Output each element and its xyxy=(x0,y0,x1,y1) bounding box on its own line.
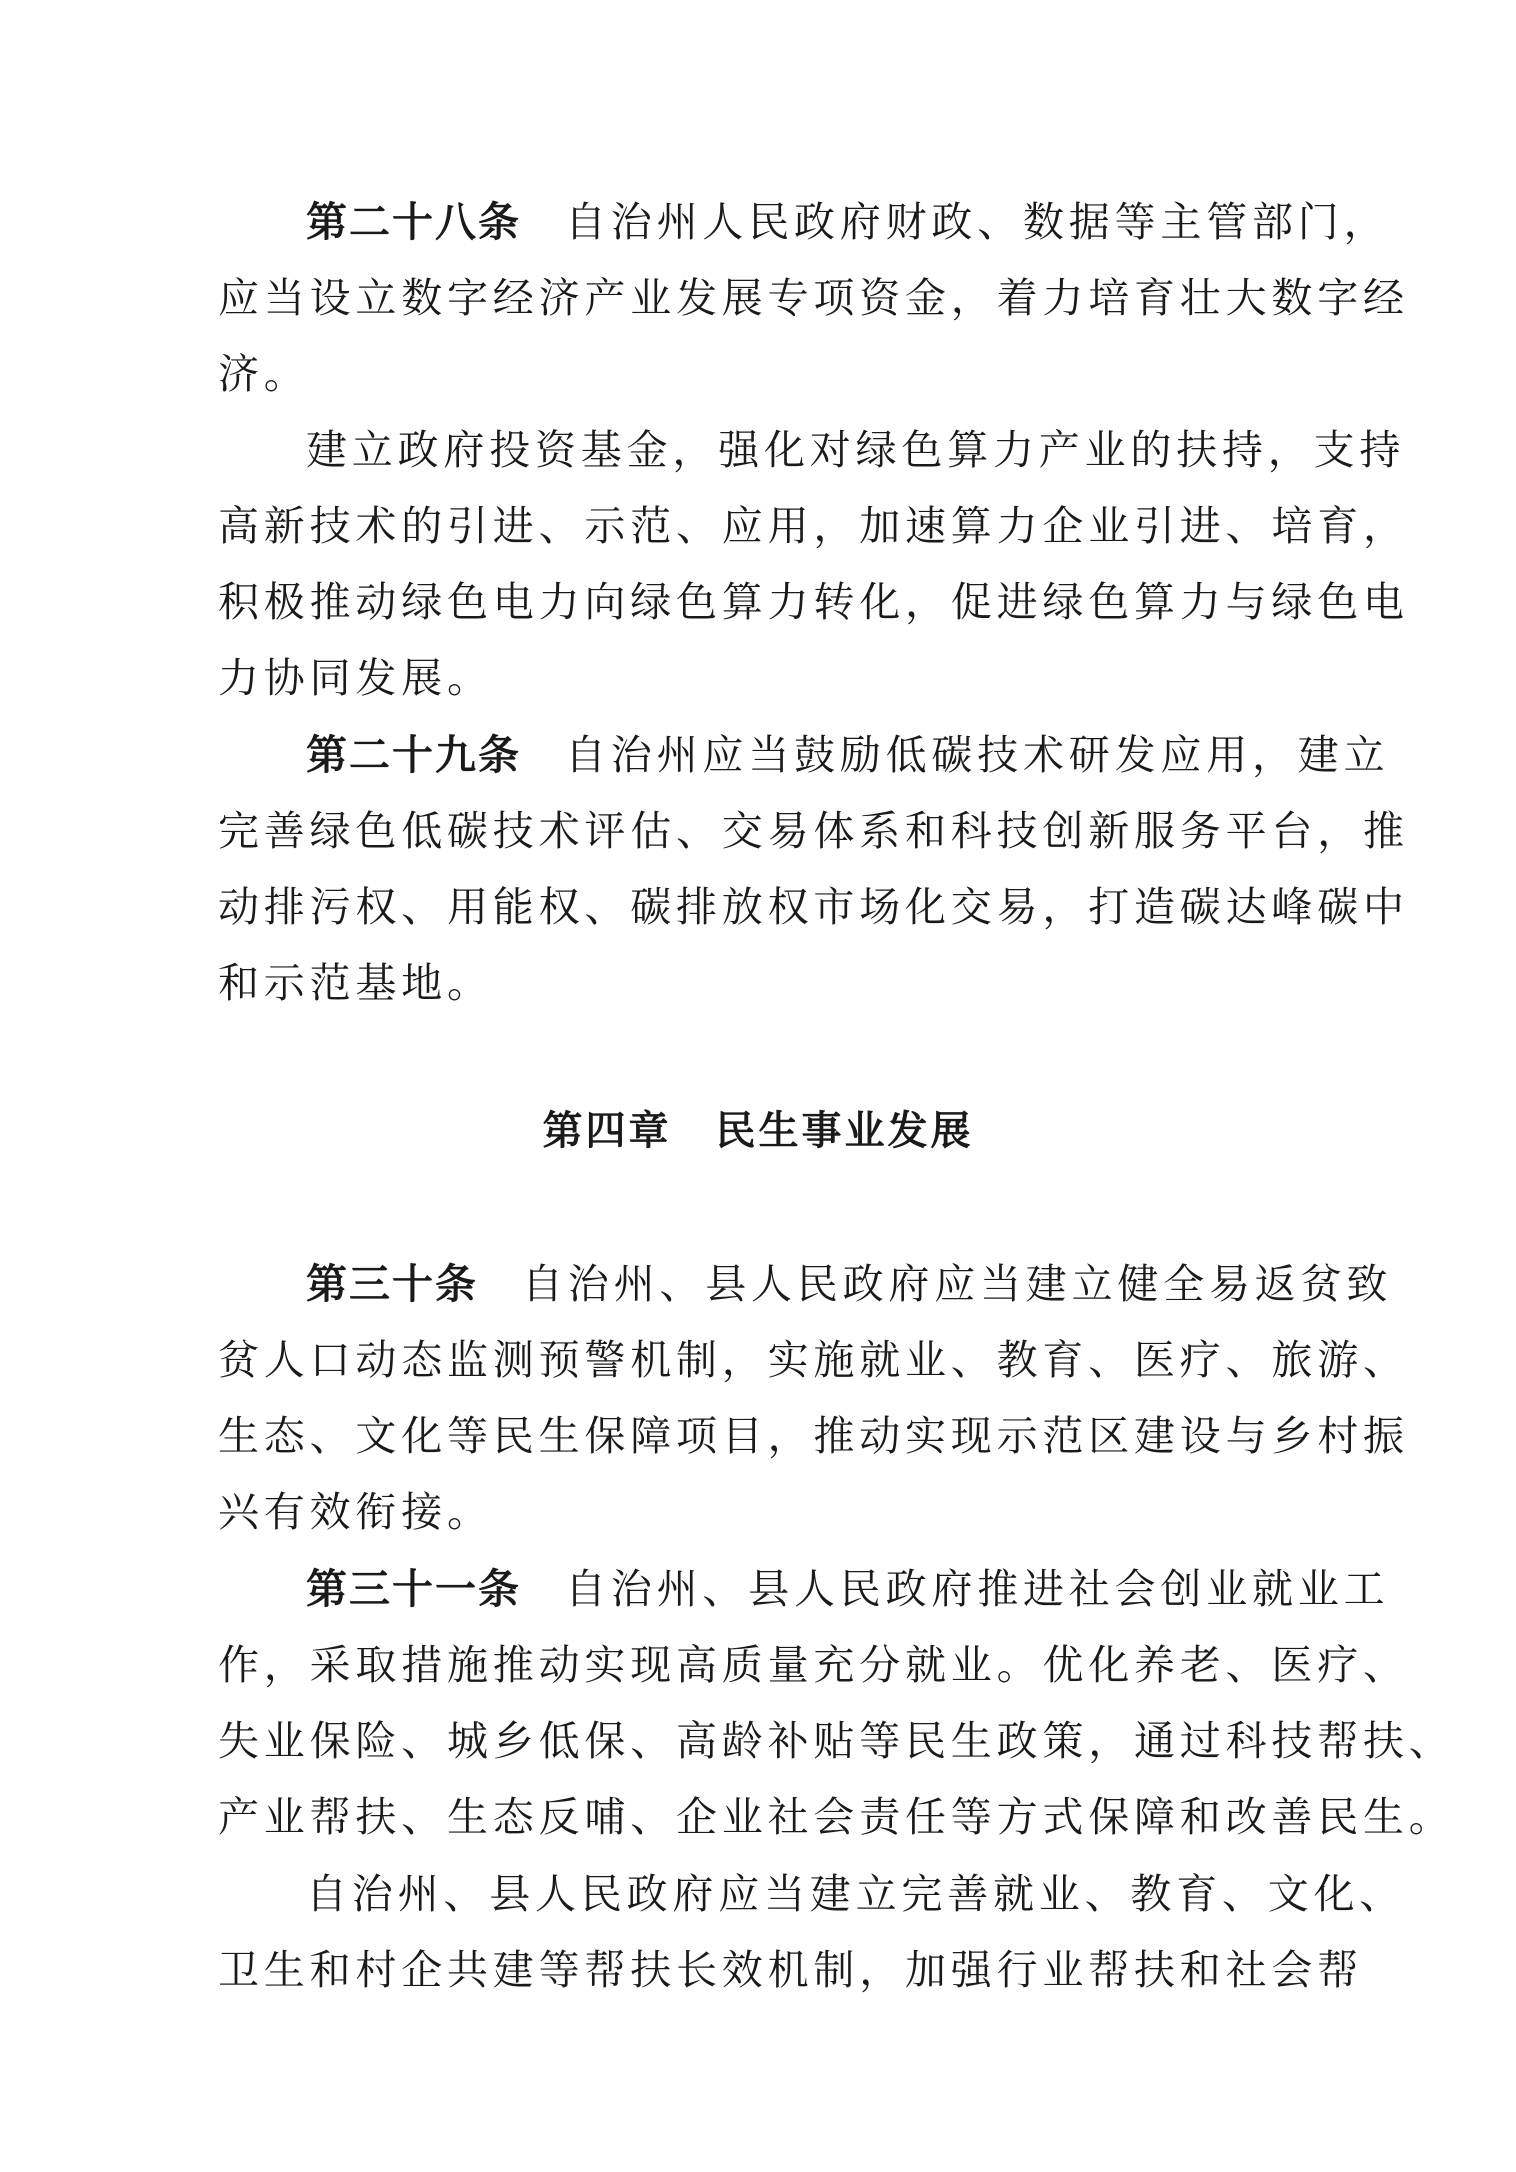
article-28-para-2-line-2: 高新技术的引进、示范、应用，加速算力企业引进、培育， xyxy=(218,502,1409,550)
article-29-line-1 xyxy=(306,731,1389,779)
article-31-line-3: 失业保险、城乡低保、高龄补贴等民生政策，通过科技帮扶、 xyxy=(218,1717,1455,1765)
article-28-para-2-line-1: 建立政府投资基金，强化对绿色算力产业的扶持，支持 xyxy=(306,426,1406,474)
article-30-line-2: 贫人口动态监测预警机制，实施就业、教育、医疗、旅游、 xyxy=(218,1336,1409,1384)
article-31-text: 自治州、县人民政府推进社会创业就业工 xyxy=(565,1565,1390,1613)
article-29-text: 自治州应当鼓励低碳技术研发应用，建立 xyxy=(565,731,1390,779)
article-28-text: 自治州人民政府财政、数据等主管部门， xyxy=(565,198,1390,246)
article-29-line-3: 动排污权、用能权、碳排放权市场化交易，打造碳达峰碳中 xyxy=(218,883,1409,931)
article-31-heading: 第三十一条 xyxy=(306,1565,521,1613)
chapter-number: 第四章 xyxy=(542,1108,672,1154)
article-28-line-3: 济。 xyxy=(218,350,310,398)
article-29-line-4: 和示范基地。 xyxy=(218,959,493,1007)
article-31-para-2-line-2: 卫生和村企共建等帮扶长效机制，加强行业帮扶和社会帮 xyxy=(218,1946,1363,1994)
article-30-line-4: 兴有效衔接。 xyxy=(218,1488,493,1536)
article-31-para-2-line-1: 自治州、县人民政府应当建立完善就业、教育、文化、 xyxy=(306,1870,1406,1918)
article-30-line-1 xyxy=(306,1260,1392,1308)
article-31-line-1 xyxy=(306,1565,1389,1613)
chapter-heading xyxy=(0,1107,1516,1155)
article-29-line-2: 完善绿色低碳技术评估、交易体系和科技创新服务平台，推 xyxy=(218,807,1409,855)
article-28-heading: 第二十八条 xyxy=(306,198,521,246)
article-28-para-2-line-3: 积极推动绿色电力向绿色算力转化，促进绿色算力与绿色电 xyxy=(218,578,1409,626)
article-30-text: 自治州、县人民政府应当建立健全易返贫致 xyxy=(522,1260,1393,1308)
article-30-line-3: 生态、文化等民生保障项目，推动实现示范区建设与乡村振 xyxy=(218,1412,1409,1460)
article-31-line-2: 作，采取措施推动实现高质量充分就业。优化养老、医疗、 xyxy=(218,1641,1409,1689)
article-31-line-4: 产业帮扶、生态反哺、企业社会责任等方式保障和改善民生。 xyxy=(218,1793,1455,1841)
article-28-line-2: 应当设立数字经济产业发展专项资金，着力培育壮大数字经 xyxy=(218,274,1409,322)
article-30-heading: 第三十条 xyxy=(306,1260,478,1308)
article-28-para-2-line-4: 力协同发展。 xyxy=(218,654,493,702)
article-28-line-1 xyxy=(306,198,1389,246)
chapter-title: 民生事业发展 xyxy=(715,1108,974,1154)
article-29-heading: 第二十九条 xyxy=(306,731,521,779)
